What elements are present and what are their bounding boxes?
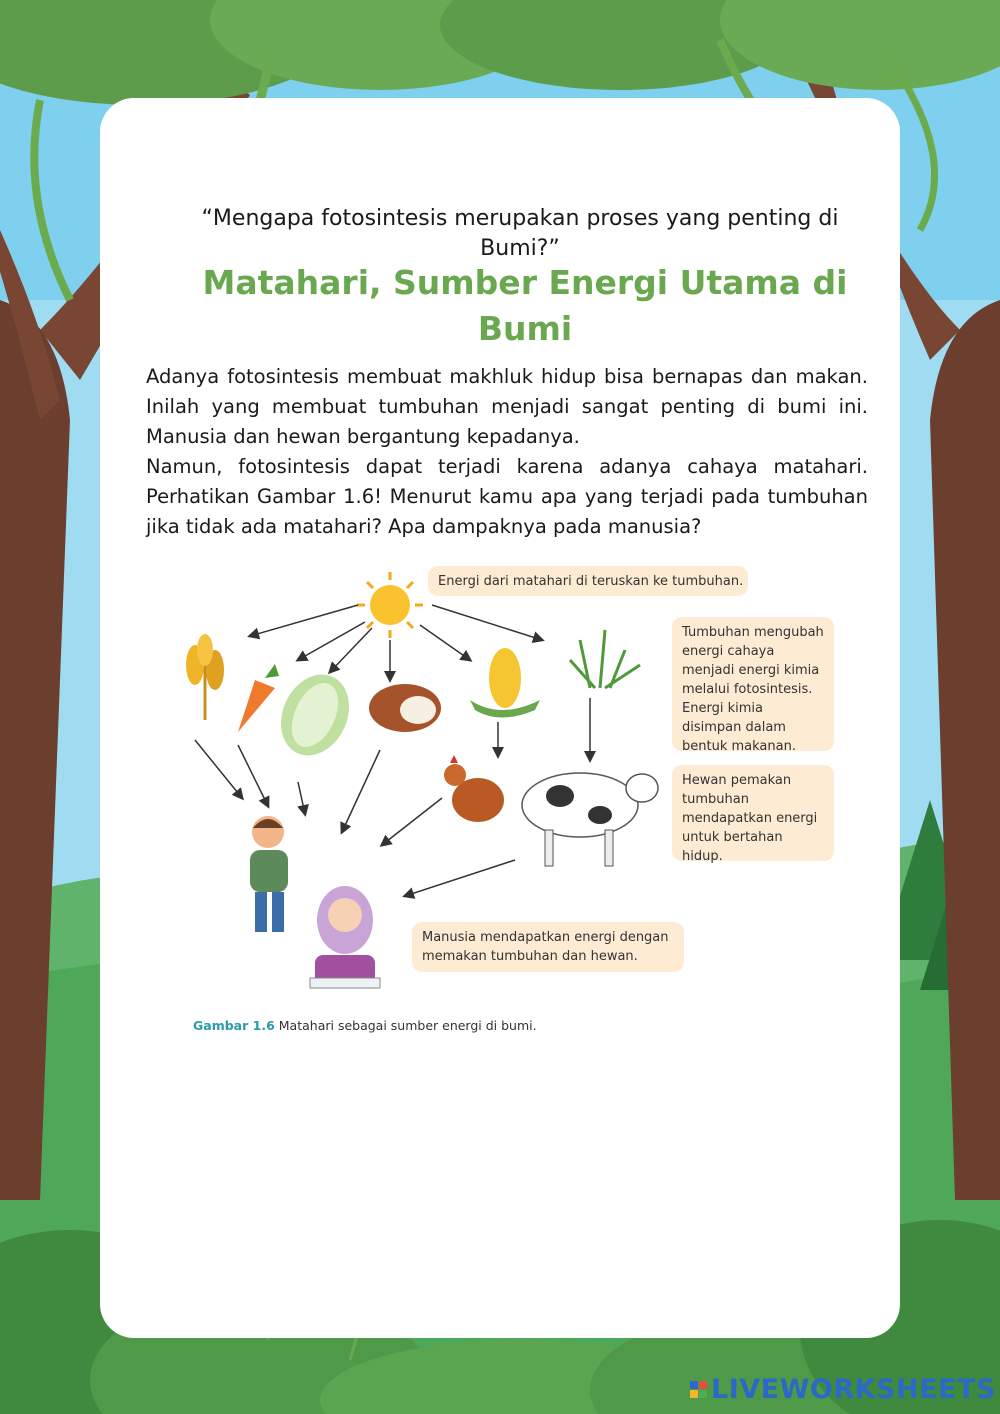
- boy-icon: [250, 816, 288, 932]
- cow-icon: [522, 773, 658, 866]
- grass-icon: [570, 630, 640, 688]
- cabbage-icon: [268, 663, 362, 766]
- girl-icon: [310, 886, 380, 988]
- body-text: [146, 362, 868, 542]
- paragraph-1: Adanya fotosintesis membuat makhluk hidup bisa bernapas dan makan. Inilah yang membuat tumbuhan menjadi sangat penting di bumi ini. Manusia dan hewan bergantung kepadanya.: [146, 365, 868, 448]
- callout-humans: Manusia mendapatkan energi dengan memakan tumbuhan dan hewan.: [412, 922, 684, 972]
- carrot-icon: [238, 664, 279, 732]
- sun-icon: [357, 572, 423, 638]
- callout-plants: Tumbuhan mengubah energi cahaya menjadi energi kimia melalui fotosintesis. Energi kimia disimpan dalam bentuk makanan.: [672, 617, 834, 751]
- rice-plant-icon: [186, 634, 224, 720]
- coconut-icon: [369, 684, 441, 732]
- caption-text: Matahari sebagai sumber energi di bumi.: [278, 1018, 537, 1033]
- logo-icon: [690, 1381, 707, 1398]
- liveworksheets-logo[interactable]: [690, 1372, 996, 1406]
- figure-caption: [193, 1018, 537, 1033]
- brand-name: LIVEWORKSHEETS: [711, 1373, 996, 1405]
- caption-label: Gambar 1.6: [193, 1018, 275, 1033]
- page-title: Matahari, Sumber Energi Utama di Bumi: [202, 263, 848, 348]
- callout-animals: Hewan pemakan tumbuhan mendapatkan energi untuk bertahan hidup.: [672, 765, 834, 861]
- chicken-icon: [444, 755, 504, 822]
- paragraph-2: Namun, fotosintesis dapat terjadi karena adanya cahaya matahari. Perhatikan Gambar 1.6! Menurut kamu apa yang terjadi pada tumbuhan jika tidak ada matahari? Apa dampaknya pada manusia?: [146, 455, 868, 538]
- corn-icon: [470, 648, 540, 718]
- callout-sun: Energi dari matahari di teruskan ke tumbuhan.: [428, 566, 748, 596]
- guiding-question: “Mengapa fotosintesis merupakan proses yang penting di Bumi?”: [201, 206, 839, 261]
